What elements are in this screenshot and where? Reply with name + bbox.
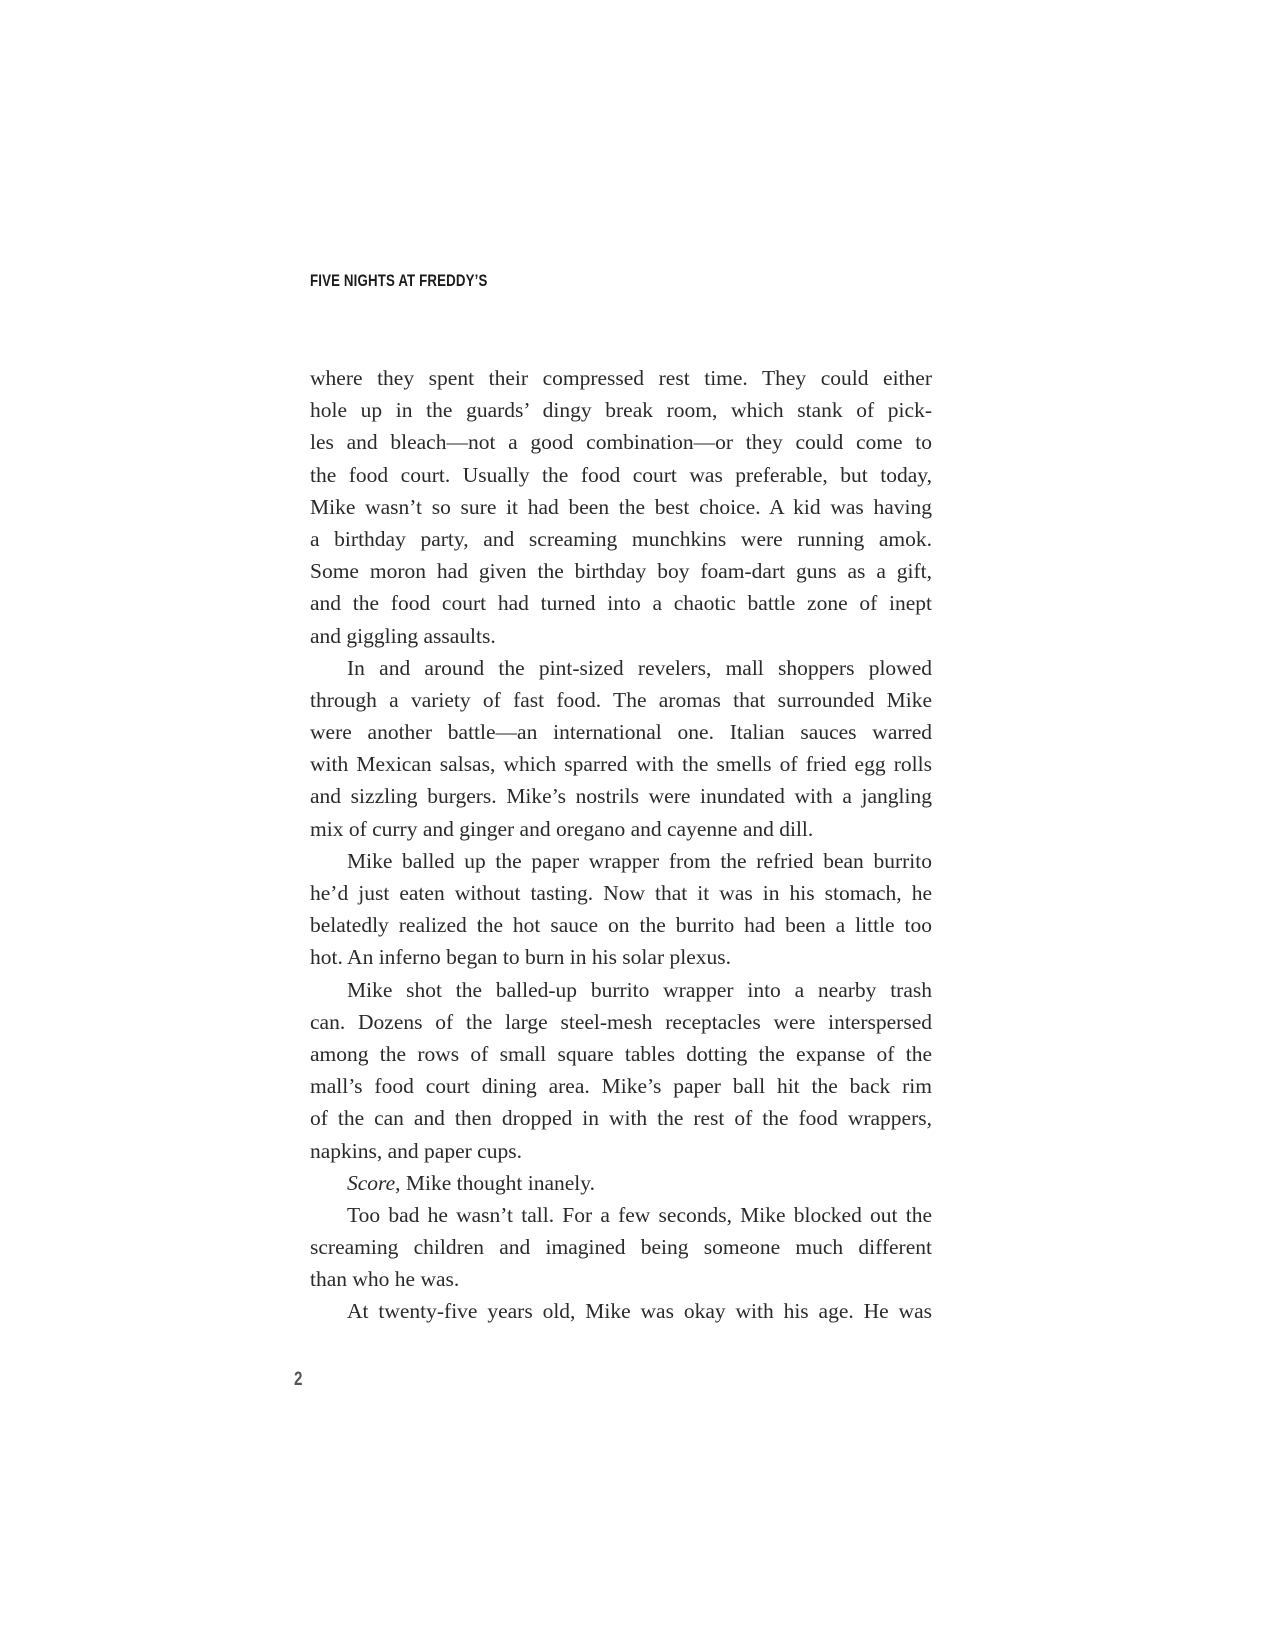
text-line: a birthday party, and screaming munchkins were running amok. — [310, 526, 932, 551]
text-line: he’d just eaten without tasting. Now that it was in his stomach, he — [310, 881, 932, 905]
running-head: FIVE NIGHTS AT FREDDY’S — [310, 271, 488, 290]
text-line: through a variety of fast food. The aromas that surrounded Mike — [310, 687, 932, 712]
text-line: napkins, and paper cups. — [310, 1138, 522, 1163]
text-line: can. Dozens of the large steel-mesh receptacles were interspersed — [310, 1009, 932, 1034]
text-line: hole up in the guards’ dingy break room, which stank of pick- — [310, 398, 932, 423]
text-line: hot. An inferno began to burn in his solar plexus. — [310, 945, 731, 970]
text-line: of the can and then dropped in with the rest of the food wrappers, — [310, 1106, 932, 1131]
text-line: Too bad he wasn’t tall. For a few seconds, Mike blocked out the — [347, 1202, 932, 1227]
text-line: Mike balled up the paper wrapper from the refried bean burrito — [347, 848, 932, 873]
text-span: , Mike thought inanely. — [395, 1170, 595, 1195]
text-line — [310, 1167, 932, 1199]
text-line: than who he was. — [310, 1267, 460, 1292]
text-line: les and bleach—not a good combination—or they could come to — [310, 430, 932, 455]
text-line: and sizzling burgers. Mike’s nostrils were inundated with a jangling — [310, 784, 932, 809]
text-line: the food court. Usually the food court was preferable, but today, — [310, 462, 932, 487]
text-line: mix of curry and ginger and oregano and cayenne and dill. — [310, 816, 814, 841]
text-line: belatedly realized the hot sauce on the burrito had been a little too — [310, 913, 932, 938]
page-number: 2 — [294, 1369, 303, 1390]
text-line: were another battle—an international one. Italian sauces warred — [310, 720, 932, 745]
text-line: and giggling assaults. — [310, 623, 496, 648]
body-text — [310, 362, 932, 1328]
text-line: In and around the pint-sized revelers, mall shoppers plowed — [347, 655, 932, 680]
text-line: with Mexican salsas, which sparred with the smells of fried egg rolls — [310, 752, 932, 777]
text-line: mall’s food court dining area. Mike’s paper ball hit the back rim — [310, 1074, 932, 1099]
text-line: and the food court had turned into a chaotic battle zone of inept — [310, 591, 932, 616]
text-line: where they spent their compressed rest time. They could either — [310, 366, 932, 390]
text-line: among the rows of small square tables dotting the expanse of the — [310, 1041, 932, 1066]
text-line: screaming children and imagined being someone much different — [310, 1235, 932, 1260]
text-line: Mike shot the balled-up burrito wrapper into a nearby trash — [347, 977, 932, 1002]
text-line: Mike wasn’t so sure it had been the best choice. A kid was having — [310, 494, 932, 519]
text-line: At twenty-five years old, Mike was okay with his age. He was — [347, 1299, 932, 1324]
text-line: Some moron had given the birthday boy foam-dart guns as a gift, — [310, 559, 932, 584]
italic-word: Score — [347, 1170, 396, 1195]
